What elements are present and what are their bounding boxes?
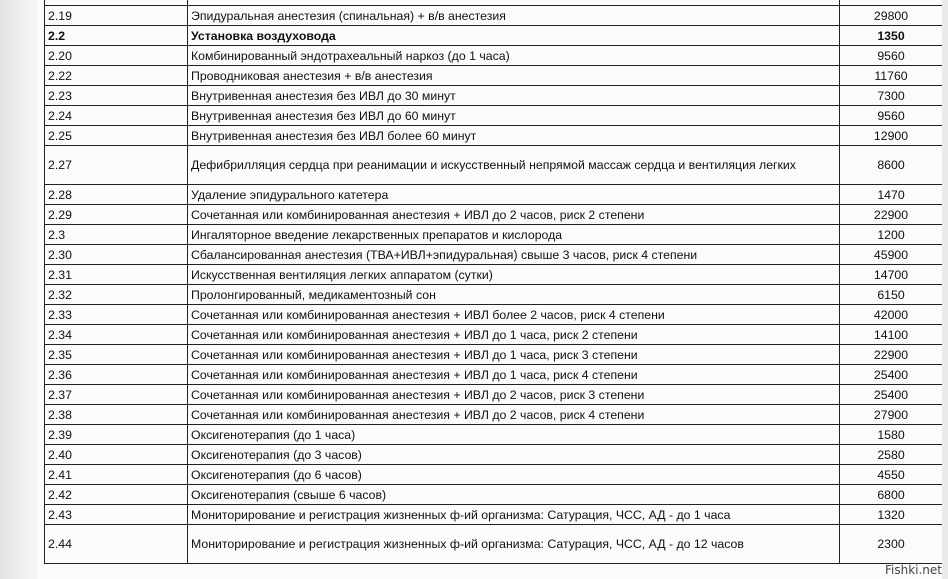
service-name: Сочетанная или комбинированная анестезия + ИВЛ до 1 часа, риск 4 степени [188, 365, 840, 385]
service-code: 2.22 [45, 66, 188, 86]
service-name: Эпидуральная анестезия (спинальная) + в/в анестезия [188, 6, 840, 26]
service-code: 2.20 [45, 46, 188, 66]
service-name: Дефибрилляция сердца при реанимации и искусственный непрямой массаж сердца и вентиляция легких [188, 146, 840, 185]
table-row [45, 6, 943, 26]
service-price: 12900 [840, 126, 943, 146]
service-code: 2.43 [45, 505, 188, 525]
service-code: 2.31 [45, 265, 188, 285]
service-price: 42000 [840, 305, 943, 325]
service-code: 2.35 [45, 345, 188, 365]
table-row [45, 46, 943, 66]
table-row [45, 126, 943, 146]
service-price: 2300 [840, 525, 943, 564]
service-price: 22900 [840, 205, 943, 225]
service-name: Комбинированный эндотрахеальный наркоз (до 1 часа) [188, 46, 840, 66]
service-price: 25400 [840, 385, 943, 405]
service-code: 2.3 [45, 225, 188, 245]
service-name: Внутривенная анестезия без ИВЛ до 30 минут [188, 86, 840, 106]
service-price: 29800 [840, 6, 943, 26]
table-row [45, 265, 943, 285]
table-row [45, 485, 943, 505]
service-name: Мониторирование и регистрация жизненных ф-ий организма: Сатурация, ЧСС, АД - до 12 часов [188, 525, 840, 564]
table-row [45, 26, 943, 46]
service-name: Сочетанная или комбинированная анестезия + ИВЛ до 1 часа, риск 2 степени [188, 325, 840, 345]
service-code: 2.41 [45, 465, 188, 485]
table-row [45, 146, 943, 185]
service-name: Сочетанная или комбинированная анестезия + ИВЛ до 2 часов, риск 3 степени [188, 385, 840, 405]
service-name: Искусственная вентиляция легких аппаратом (сутки) [188, 265, 840, 285]
service-price: 7300 [840, 86, 943, 106]
service-name: Удаление эпидурального катетера [188, 185, 840, 205]
service-name: Внутривенная анестезия без ИВЛ более 60 минут [188, 126, 840, 146]
table-row [45, 245, 943, 265]
service-code: 2.2 [45, 26, 188, 46]
service-name: Проводниковая анестезия + в/в анестезия [188, 66, 840, 86]
table-row [45, 185, 943, 205]
service-price: 25400 [840, 365, 943, 385]
service-name: Сочетанная или комбинированная анестезия + ИВЛ более 2 часов, риск 4 степени [188, 305, 840, 325]
price-table-body [45, 0, 943, 564]
table-row [45, 345, 943, 365]
price-table [44, 0, 943, 564]
service-price: 2580 [840, 445, 943, 465]
service-price: 4550 [840, 465, 943, 485]
service-name: Мониторирование и регистрация жизненных ф-ий организма: Сатурация, ЧСС, АД - до 1 часа [188, 505, 840, 525]
service-name: Оксигенотерапия (до 3 часов) [188, 445, 840, 465]
service-price: 1470 [840, 185, 943, 205]
service-code: 2.42 [45, 485, 188, 505]
service-price: 9560 [840, 46, 943, 66]
service-code: 2.36 [45, 365, 188, 385]
service-name: Установка воздуховода [188, 26, 840, 46]
table-row [45, 285, 943, 305]
table-row [45, 425, 943, 445]
service-code: 2.23 [45, 86, 188, 106]
table-row [45, 225, 943, 245]
service-code: 2.38 [45, 405, 188, 425]
service-price: 14100 [840, 325, 943, 345]
service-price: 1200 [840, 225, 943, 245]
table-row [45, 525, 943, 564]
service-name: Оксигенотерапия (до 6 часов) [188, 465, 840, 485]
service-price: 1350 [840, 26, 943, 46]
service-name: Оксигенотерапия (свыше 6 часов) [188, 485, 840, 505]
service-price: 8600 [840, 146, 943, 185]
table-row [45, 205, 943, 225]
service-code: 2.28 [45, 185, 188, 205]
table-row [45, 385, 943, 405]
service-code: 2.33 [45, 305, 188, 325]
page-edge [942, 0, 948, 579]
service-name: Сочетанная или комбинированная анестезия + ИВЛ до 2 часов, риск 4 степени [188, 405, 840, 425]
service-price: 45900 [840, 245, 943, 265]
service-price: 1580 [840, 425, 943, 445]
service-code: 2.30 [45, 245, 188, 265]
table-row [45, 505, 943, 525]
service-price: 14700 [840, 265, 943, 285]
service-price: 6800 [840, 485, 943, 505]
service-price: 6150 [840, 285, 943, 305]
service-name: Внутривенная анестезия без ИВЛ до 60 минут [188, 106, 840, 126]
table-row [45, 66, 943, 86]
service-name: Сочетанная или комбинированная анестезия + ИВЛ до 1 часа, риск 3 степени [188, 345, 840, 365]
service-price: 11760 [840, 66, 943, 86]
service-code: 2.32 [45, 285, 188, 305]
table-row [45, 465, 943, 485]
table-row [45, 305, 943, 325]
service-code: 2.24 [45, 106, 188, 126]
service-name: Сбалансированная анестезия (ТВА+ИВЛ+эпидуральная) свыше 3 часов, риск 4 степени [188, 245, 840, 265]
service-code: 2.19 [45, 6, 188, 26]
service-name: Пролонгированный, медикаментозный сон [188, 285, 840, 305]
service-code: 2.44 [45, 525, 188, 564]
service-name: Ингаляторное введение лекарственных препаратов и кислорода [188, 225, 840, 245]
service-code: 2.39 [45, 425, 188, 445]
service-code: 2.37 [45, 385, 188, 405]
service-price: 9560 [840, 106, 943, 126]
service-name: Сочетанная или комбинированная анестезия + ИВЛ до 2 часов, риск 2 степени [188, 205, 840, 225]
table-row [45, 445, 943, 465]
page-shadow [0, 0, 38, 579]
service-code: 2.29 [45, 205, 188, 225]
table-row [45, 106, 943, 126]
table-row [45, 325, 943, 345]
service-price: 1320 [840, 505, 943, 525]
table-row [45, 405, 943, 425]
table-row [45, 365, 943, 385]
table-row [45, 86, 943, 106]
service-price: 27900 [840, 405, 943, 425]
service-price: 22900 [840, 345, 943, 365]
service-code: 2.34 [45, 325, 188, 345]
watermark: Fishki.net [884, 563, 942, 577]
service-code: 2.40 [45, 445, 188, 465]
service-code: 2.25 [45, 126, 188, 146]
service-name: Оксигенотерапия (до 1 часа) [188, 425, 840, 445]
service-code: 2.27 [45, 146, 188, 185]
